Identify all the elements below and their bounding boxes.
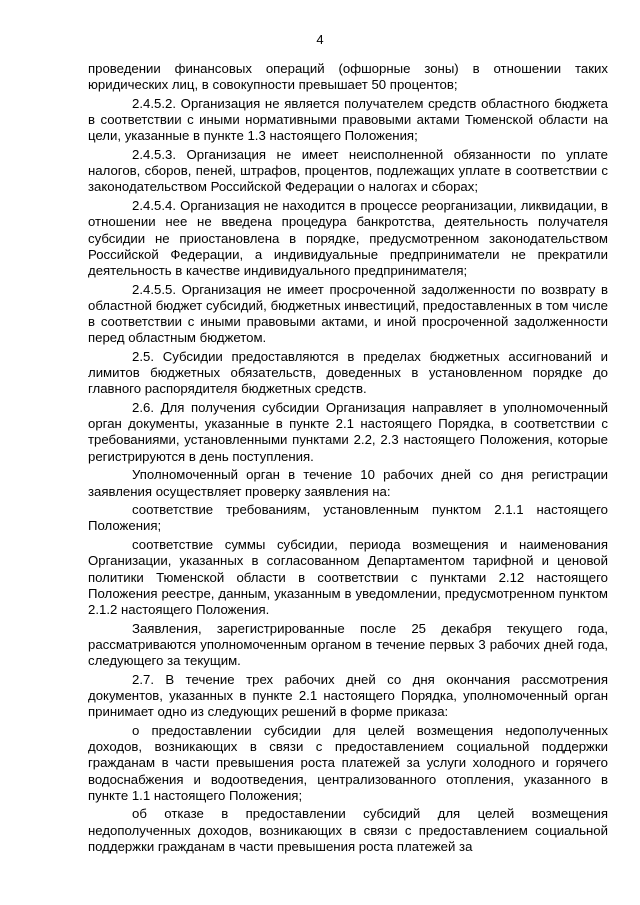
- paragraph-2-7: 2.7. В течение трех рабочих дней со дня окончания рассмотрения документов, указанных в пункте 2.1 настоящего Порядка, уполномоченный орган принимает одно из следующих решений в форме приказа:: [88, 671, 608, 720]
- paragraph-review-item-1: соответствие требованиям, установленным пунктом 2.1.1 настоящего Положения;: [88, 502, 608, 534]
- paragraph-2-4-5-5: 2.4.5.5. Организация не имеет просроченной задолженности по возврату в областной бюджет субсидий, бюджетных инвестиций, предоставленных в том числе в соответствии с иными правовыми актами, и иной просроченной задолженности перед областным бюджетом.: [88, 281, 608, 346]
- paragraph-review-item-2: соответствие суммы субсидии, периода возмещения и наименования Организации, указанных в согласованном Департаментом тарифной и ценовой политики Тюменской области в соответствии с пунктами 2.12 настоящего Положения реестре, данным, указанным в уведомлении, предусмотренном пунктом 2.1.2 настоящего Положения.: [88, 537, 608, 617]
- paragraph-decision-grant: о предоставлении субсидии для целей возмещения недополученных доходов, возникающих в связи с предоставлением социальной поддержки гражданам в части превышения роста платежей за услуги холодного и горячего водоснабжения и водоотведения, централизованного отопления, указанного в пункте 1.1 настоящего Положения;: [88, 722, 608, 803]
- paragraph-review-intro: Уполномоченный орган в течение 10 рабочих дней со дня регистрации заявления осуществляет проверку заявления на:: [88, 467, 608, 499]
- document-body: [88, 61, 608, 858]
- paragraph-2-6: 2.6. Для получения субсидии Организация направляет в уполномоченный орган документы, указанные в пункте 2.1 настоящего Порядка, в соответствии с требованиями, установленными пунктами 2.2, 2.3 настоящего Положения, которые регистрируются в день поступления.: [88, 400, 608, 464]
- paragraph-continuation: проведении финансовых операций (офшорные зоны) в отношении таких юридических лиц, в совокупности превышает 50 процентов;: [88, 61, 608, 93]
- paragraph-decision-refuse: об отказе в предоставлении субсидий для целей возмещения недополученных доходов, возникающих в связи с предоставлением социальной поддержки гражданам в части превышения роста платежей за: [88, 806, 608, 854]
- paragraph-2-4-5-4: 2.4.5.4. Организация не находится в процессе реорганизации, ликвидации, в отношении нее не введена процедура банкротства, деятельность получателя субсидии не приостановлена в порядке, предусмотренном законодательством Российской Федерации, а индивидуальные предприниматели не прекратили деятельность в качестве индивидуального предпринимателя;: [88, 198, 608, 278]
- paragraph-2-4-5-2: 2.4.5.2. Организация не является получателем средств областного бюджета в соответствии с иными нормативными правовыми актами Тюменской области на цели, указанные в пункте 1.3 настоящего Положения;: [88, 95, 608, 144]
- page-number: 4: [316, 32, 324, 47]
- paragraph-2-5: 2.5. Субсидии предоставляются в пределах бюджетных ассигнований и лимитов бюджетных обязательств, доведенных в установленном порядке до главного распорядителя бюджетных средств.: [88, 348, 608, 397]
- paragraph-2-4-5-3: 2.4.5.3. Организация не имеет неисполненной обязанности по уплате налогов, сборов, пеней, штрафов, процентов, подлежащих уплате в соответствии с законодательством Российской Федерации о налогах и сборах;: [88, 147, 608, 195]
- paragraph-late-applications: Заявления, зарегистрированные после 25 декабря текущего года, рассматриваются уполномоченным органом в течение первых 3 рабочих дней года, следующего за текущим.: [88, 620, 608, 669]
